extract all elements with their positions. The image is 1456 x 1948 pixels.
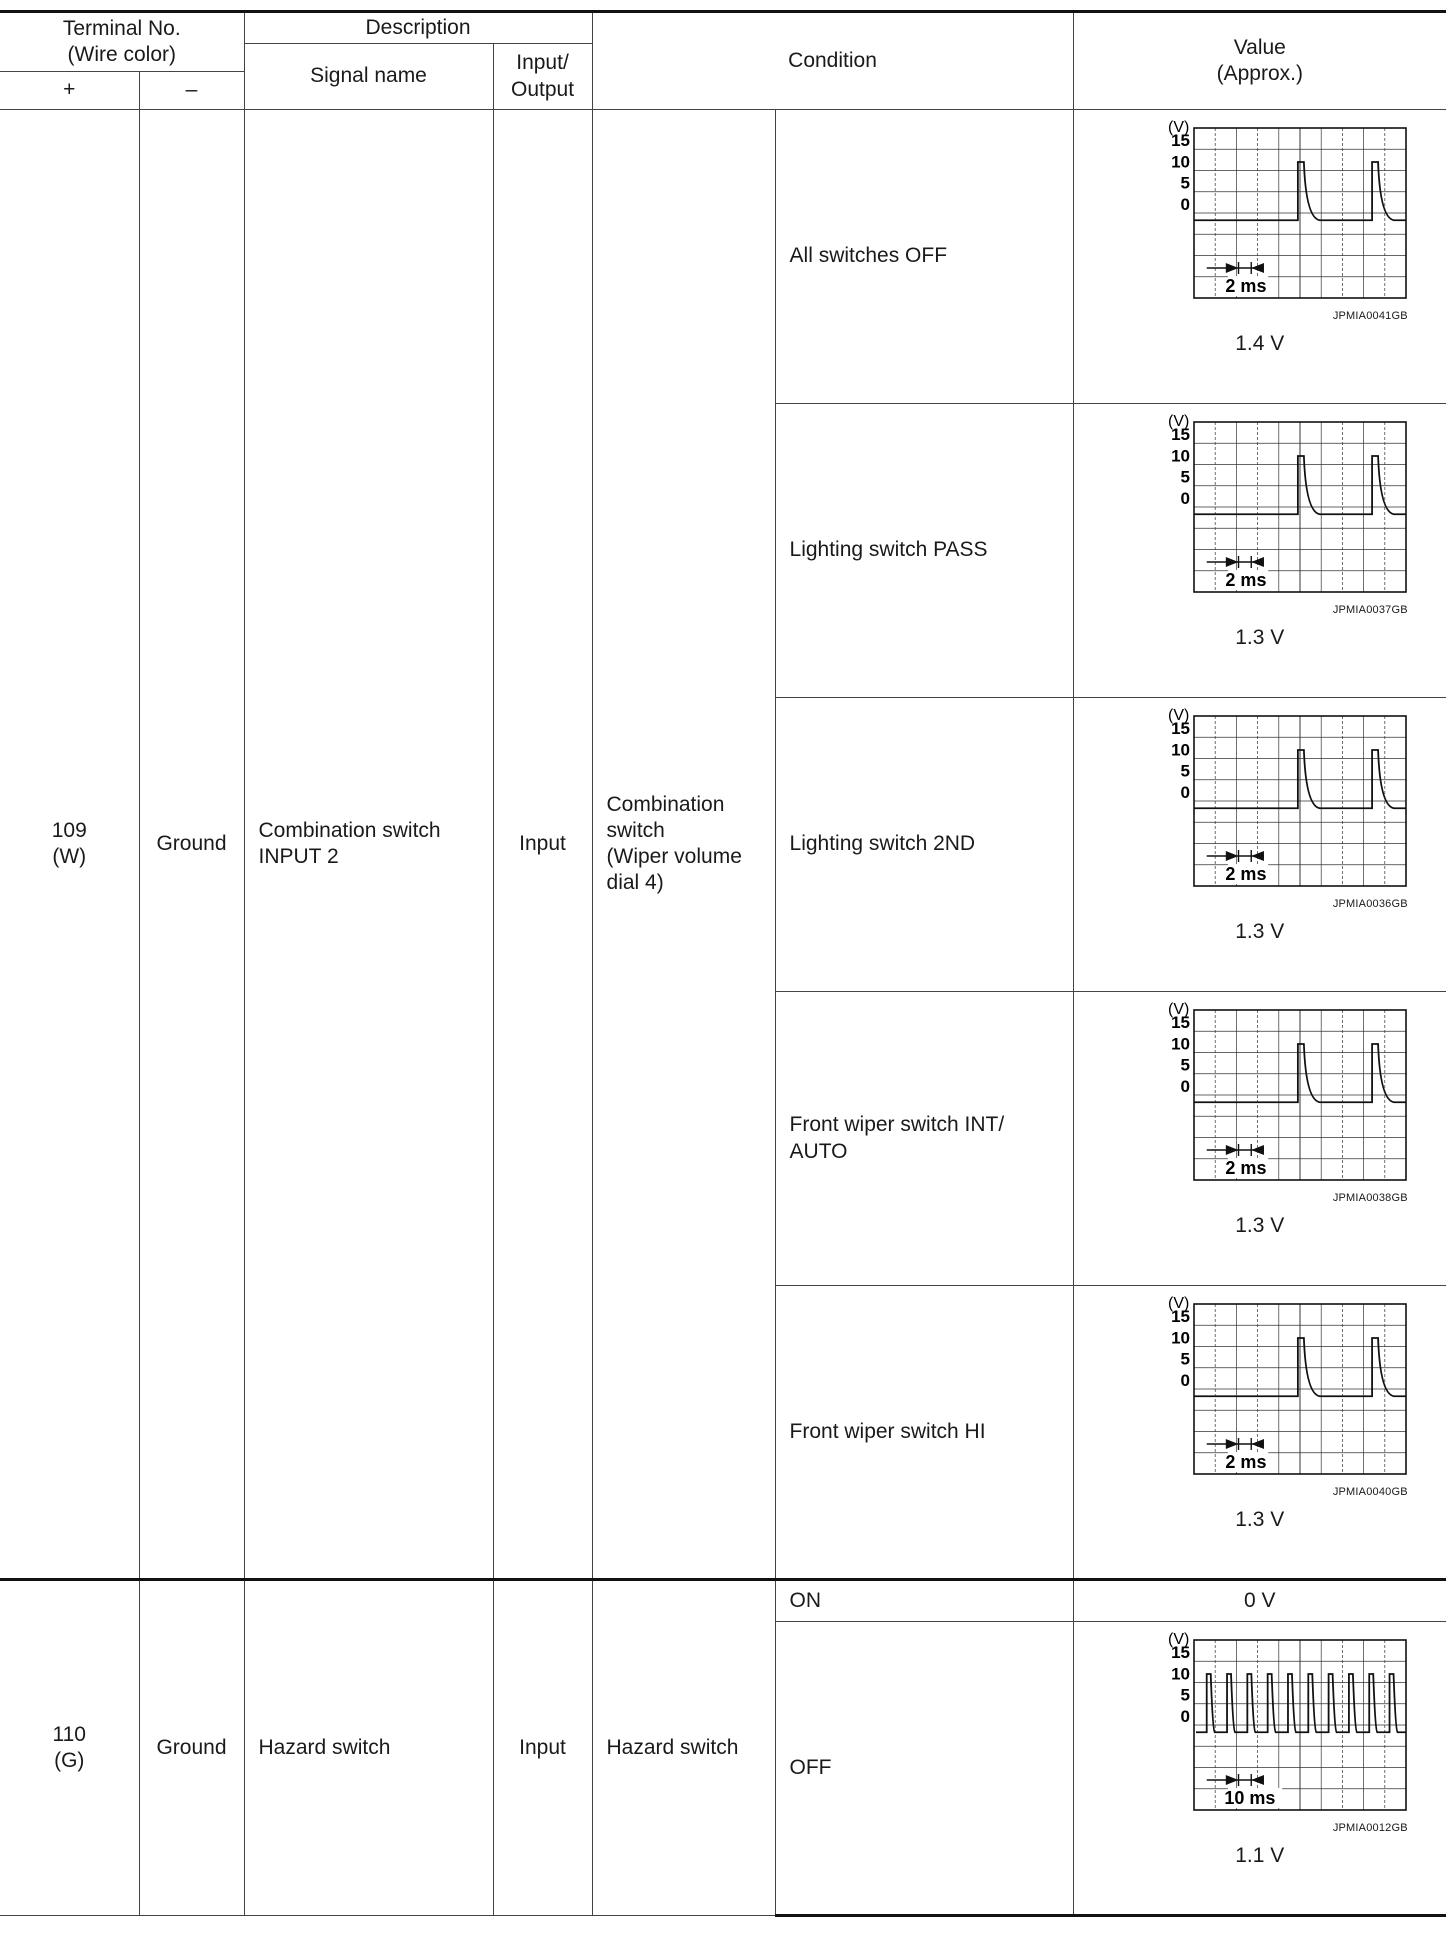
axis-unit-label: (V) (1167, 707, 1190, 724)
axis-tick-label: 0 (1180, 194, 1190, 214)
measured-value: 1.1 V (1235, 1844, 1285, 1867)
sub-condition-label-line-2: AUTO (789, 1139, 848, 1163)
condition-line-2: switch (606, 818, 665, 842)
terminal-109-plus (0, 110, 139, 1580)
waveform-plot (1112, 992, 1408, 1192)
value-cell-lighting-pass (1073, 404, 1446, 698)
time-scale-label: 2 ms (1225, 1158, 1267, 1178)
terminal-109-minus (139, 110, 244, 1580)
measured-value: 1.3 V (1235, 920, 1285, 943)
axis-tick-label: 5 (1180, 1055, 1190, 1075)
sub-condition-label: All switches OFF (789, 244, 948, 268)
sub-condition-lighting-2nd (775, 698, 1073, 992)
signal-name-line-1: Combination switch (258, 818, 441, 842)
axis-tick-label: 10 (1170, 740, 1190, 760)
axis-tick-label: 10 (1170, 1328, 1190, 1348)
sub-condition-label: OFF (789, 1755, 832, 1779)
terminal-109-io-label: Input (519, 831, 566, 855)
terminal-110-minus (139, 1580, 244, 1916)
signal-name-line-2: INPUT 2 (258, 845, 339, 868)
value-cell-all-switches-off (1073, 110, 1446, 404)
terminal-109-ground: Ground (156, 831, 227, 855)
axis-tick-label: 0 (1180, 782, 1190, 802)
header-output-label: Output (510, 77, 575, 101)
axis-unit-label: (V) (1167, 1631, 1190, 1648)
figure-id: JPMIA0038GB (1332, 1192, 1408, 1204)
condition-line-1: Hazard switch (606, 1735, 739, 1759)
sub-condition-label: Front wiper switch HI (789, 1419, 986, 1443)
terminal-109-wire-color: (W) (52, 845, 87, 868)
sub-condition-off (775, 1622, 1073, 1916)
value-cell-front-wiper-int-auto (1073, 992, 1446, 1286)
header-wire-color-label: (Wire color) (67, 43, 176, 66)
waveform-figure (1112, 1286, 1408, 1562)
sub-condition-front-wiper-int-auto (775, 992, 1073, 1286)
axis-tick-label: 15 (1170, 425, 1190, 444)
waveform-plot (1112, 110, 1408, 310)
header-value-approx-label: (Approx.) (1216, 62, 1303, 85)
header-condition-label: Condition (788, 48, 877, 72)
measured-value: 0 V (1244, 1588, 1276, 1612)
axis-tick-label: 5 (1180, 761, 1190, 781)
measured-value: 1.4 V (1235, 332, 1285, 355)
axis-tick-label: 0 (1180, 1706, 1190, 1726)
sub-condition-label: Lighting switch 2ND (789, 832, 976, 856)
measured-value: 1.3 V (1235, 1214, 1285, 1237)
sub-condition-front-wiper-hi (775, 1286, 1073, 1580)
figure-id: JPMIA0041GB (1332, 310, 1408, 322)
figure-id: JPMIA0036GB (1332, 898, 1408, 910)
terminal-110-ground: Ground (156, 1735, 227, 1759)
waveform-plot (1112, 1622, 1408, 1822)
header-value-label: Value (1233, 35, 1286, 59)
waveform-figure (1112, 110, 1408, 386)
terminal-110-io (493, 1580, 592, 1916)
terminal-109-signal-name (244, 110, 493, 1580)
axis-tick-label: 15 (1170, 719, 1190, 738)
axis-tick-label: 10 (1170, 446, 1190, 466)
axis-tick-label: 10 (1170, 1664, 1190, 1684)
figure-id: JPMIA0040GB (1332, 1486, 1408, 1498)
terminal-109-number: 109 (51, 818, 87, 842)
header-input-label: Input/ (516, 51, 569, 75)
axis-unit-label: (V) (1167, 119, 1190, 136)
axis-tick-label: 15 (1170, 1307, 1190, 1326)
condition-line-4: dial 4) (606, 871, 664, 895)
value-cell-lighting-2nd (1073, 698, 1446, 992)
value-cell-off (1073, 1622, 1446, 1916)
time-scale-label: 2 ms (1225, 276, 1267, 296)
axis-tick-label: 10 (1170, 152, 1190, 172)
header-plus (0, 72, 139, 110)
terminal-110-wire-color: (G) (54, 1749, 85, 1772)
terminal-spec-table (0, 10, 1446, 1917)
figure-id: JPMIA0037GB (1332, 604, 1408, 616)
axis-tick-label: 15 (1170, 131, 1190, 150)
header-description (244, 12, 592, 44)
header-minus (139, 72, 244, 110)
terminal-109-condition (592, 110, 775, 1580)
header-signal-name-label: Signal name (310, 64, 427, 88)
value-cell-front-wiper-hi (1073, 1286, 1446, 1580)
axis-unit-label: (V) (1167, 1295, 1190, 1312)
measured-value: 1.3 V (1235, 626, 1285, 649)
axis-tick-label: 0 (1180, 1370, 1190, 1390)
terminal-110-signal-name (244, 1580, 493, 1916)
time-scale-label: 10 ms (1224, 1788, 1276, 1808)
time-scale-label: 2 ms (1225, 570, 1267, 590)
sub-condition-label: ON (789, 1588, 822, 1612)
axis-tick-label: 5 (1180, 173, 1190, 193)
condition-line-1: Combination (606, 792, 725, 816)
axis-tick-label: 0 (1180, 1076, 1190, 1096)
header-minus-label: – (185, 78, 198, 102)
header-condition (592, 12, 1073, 110)
terminal-110-io-label: Input (519, 1735, 566, 1759)
header-terminal-no-label: Terminal No. (62, 16, 181, 40)
waveform-figure (1112, 992, 1408, 1268)
waveform-figure (1112, 1622, 1408, 1898)
signal-name-line-1: Hazard switch (258, 1735, 391, 1759)
axis-tick-label: 5 (1180, 467, 1190, 487)
sub-condition-on (775, 1580, 1073, 1622)
header-terminal-no (0, 12, 244, 72)
figure-id: JPMIA0012GB (1332, 1822, 1408, 1834)
terminal-109-io (493, 110, 592, 1580)
waveform-plot (1112, 404, 1408, 604)
waveform-plot (1112, 698, 1408, 898)
axis-tick-label: 15 (1170, 1643, 1190, 1662)
axis-tick-label: 0 (1180, 488, 1190, 508)
header-plus-label: + (63, 78, 76, 102)
sub-condition-all-switches-off (775, 110, 1073, 404)
condition-line-3: (Wiper volume (606, 845, 742, 868)
header-value (1073, 12, 1446, 110)
axis-tick-label: 10 (1170, 1034, 1190, 1054)
measured-value: 1.3 V (1235, 1508, 1285, 1531)
waveform-figure (1112, 698, 1408, 974)
sub-condition-label: Front wiper switch INT/ (789, 1113, 1005, 1137)
time-scale-label: 2 ms (1225, 1452, 1267, 1472)
terminal-110-number: 110 (52, 1722, 86, 1746)
terminal-110-plus (0, 1580, 139, 1916)
value-cell-on (1073, 1580, 1446, 1622)
header-signal-name (244, 44, 493, 110)
axis-tick-label: 5 (1180, 1685, 1190, 1705)
axis-unit-label: (V) (1167, 1001, 1190, 1018)
time-scale-label: 2 ms (1225, 864, 1267, 884)
sub-condition-label: Lighting switch PASS (789, 538, 988, 562)
axis-unit-label: (V) (1167, 413, 1190, 430)
terminal-110-condition (592, 1580, 775, 1916)
axis-tick-label: 5 (1180, 1349, 1190, 1369)
sub-condition-lighting-pass (775, 404, 1073, 698)
header-description-label: Description (365, 15, 471, 39)
header-input-output (493, 44, 592, 110)
waveform-figure (1112, 404, 1408, 680)
axis-tick-label: 15 (1170, 1013, 1190, 1032)
waveform-plot (1112, 1286, 1408, 1486)
